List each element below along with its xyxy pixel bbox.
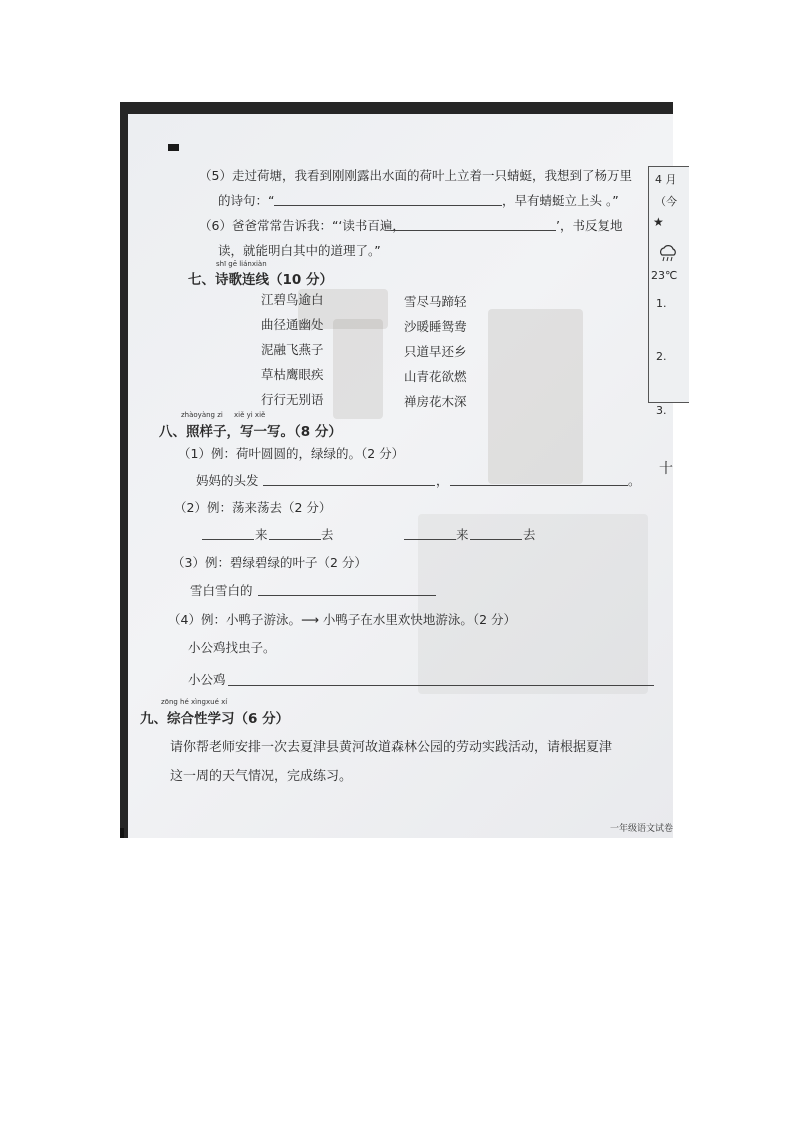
q8-4-sentence: 小公鸡找虫子。 bbox=[188, 640, 276, 655]
poem-left-5: 行行无别语 bbox=[261, 392, 324, 407]
q8-2-blank-1[interactable] bbox=[202, 539, 254, 540]
footer-label: 一年级语文试卷 bbox=[609, 824, 673, 834]
poem-left-2: 曲径通幽处 bbox=[261, 317, 324, 332]
star-icon: ★ bbox=[653, 215, 664, 229]
q8-3-prompt: 雪白雪白的 bbox=[190, 583, 253, 598]
q8-1-period: 。 bbox=[628, 473, 641, 488]
q5-line2-start: 的诗句：“ bbox=[218, 193, 275, 208]
q8-4-prompt: 小公鸡 bbox=[188, 672, 226, 687]
poem-right-5: 禅房花木深 bbox=[404, 394, 467, 409]
q8-1-example: （1）例：荷叶圆圆的，绿绿的。（2 分） bbox=[178, 446, 405, 461]
q8-2-blank-2[interactable] bbox=[269, 539, 321, 540]
q8-2-qu-2: 去 bbox=[523, 527, 536, 542]
q8-1-prompt: 妈妈的头发 bbox=[196, 473, 259, 488]
q8-2-blank-4[interactable] bbox=[470, 539, 522, 540]
poem-left-4: 草枯鹰眼疾 bbox=[261, 367, 324, 382]
q6-line1-end: ’，书反复地 bbox=[556, 218, 623, 233]
section8-pinyin-1: zhàoyàng zi bbox=[181, 411, 223, 419]
corner-marker bbox=[168, 144, 179, 151]
q8-3-blank[interactable] bbox=[258, 595, 436, 596]
poem-right-3: 只道早还乡 bbox=[404, 344, 467, 359]
section9-line2: 这一周的天气情况，完成练习。 bbox=[170, 769, 353, 784]
q6-line1-start: （6）爸爸常常告诉我：“‘读书百遍， bbox=[199, 218, 405, 233]
section8-title: 八、照样子，写一写。（8 分） bbox=[159, 424, 342, 440]
bleed-through bbox=[488, 309, 583, 484]
exam-sheet bbox=[128, 114, 678, 838]
q8-1-blank-a[interactable] bbox=[263, 485, 435, 486]
poem-right-4: 山青花欲燃 bbox=[404, 369, 467, 384]
q8-2-qu-1: 去 bbox=[321, 527, 334, 542]
q8-2-example: （2）例：荡来荡去（2 分） bbox=[174, 500, 332, 515]
poem-right-2: 沙暖睡鸳鸯 bbox=[404, 319, 467, 334]
q8-2-blank-3[interactable] bbox=[404, 539, 456, 540]
q8-1-blank-b[interactable] bbox=[450, 485, 628, 486]
panel-ten: 十 bbox=[659, 461, 673, 477]
q8-4-example: （4）例：小鸭子游泳。⟶ 小鸭子在水里欢快地游泳。（2 分） bbox=[168, 612, 517, 627]
section8-pinyin-2: xiě yi xiě bbox=[234, 411, 266, 419]
section7-pinyin: shī gē liánxiàn bbox=[216, 260, 267, 268]
panel-paren: （今 bbox=[655, 195, 677, 208]
poem-left-1: 江碧鸟逾白 bbox=[261, 292, 324, 307]
panel-temp: 23℃ bbox=[651, 269, 678, 282]
cloud-rain-icon bbox=[657, 245, 679, 267]
panel-date: 4 月 bbox=[655, 173, 677, 186]
q8-1-comma: ， bbox=[436, 473, 449, 488]
q8-3-example: （3）例：碧绿碧绿的叶子（2 分） bbox=[172, 555, 367, 570]
panel-num-2: 2. bbox=[656, 350, 667, 363]
q6-answer-blank[interactable] bbox=[391, 230, 556, 231]
section9-title: 九、综合性学习（6 分） bbox=[140, 711, 290, 727]
poem-left-3: 泥融飞燕子 bbox=[261, 342, 324, 357]
photo-frame bbox=[120, 102, 678, 838]
q8-2-lai-1: 来 bbox=[255, 527, 268, 542]
q8-4-blank[interactable] bbox=[228, 685, 654, 686]
section9-pinyin: zōng hé xìngxué xí bbox=[161, 698, 228, 706]
panel-num-1: 1. bbox=[656, 297, 667, 310]
q6-line2: 读，就能明白其中的道理了。” bbox=[218, 243, 381, 258]
section7-title: 七、诗歌连线（10 分） bbox=[188, 272, 333, 288]
edge-marker bbox=[120, 828, 124, 838]
panel-num-3: 3. bbox=[656, 404, 667, 417]
q5-answer-blank[interactable] bbox=[274, 205, 502, 206]
bleed-through bbox=[333, 319, 383, 419]
q8-2-lai-2: 来 bbox=[456, 527, 469, 542]
q5-line2-end: ，早有蜻蜓立上头 。” bbox=[502, 193, 619, 208]
section9-line1: 请你帮老师安排一次去夏津县黄河故道森林公园的劳动实践活动，请根据夏津 bbox=[170, 740, 613, 755]
poem-right-1: 雪尽马蹄轻 bbox=[404, 294, 467, 309]
weather-panel-edge bbox=[648, 166, 689, 403]
q5-line1: （5）走过荷塘，我看到刚刚露出水面的荷叶上立着一只蜻蜓，我想到了杨万里 bbox=[199, 168, 632, 183]
